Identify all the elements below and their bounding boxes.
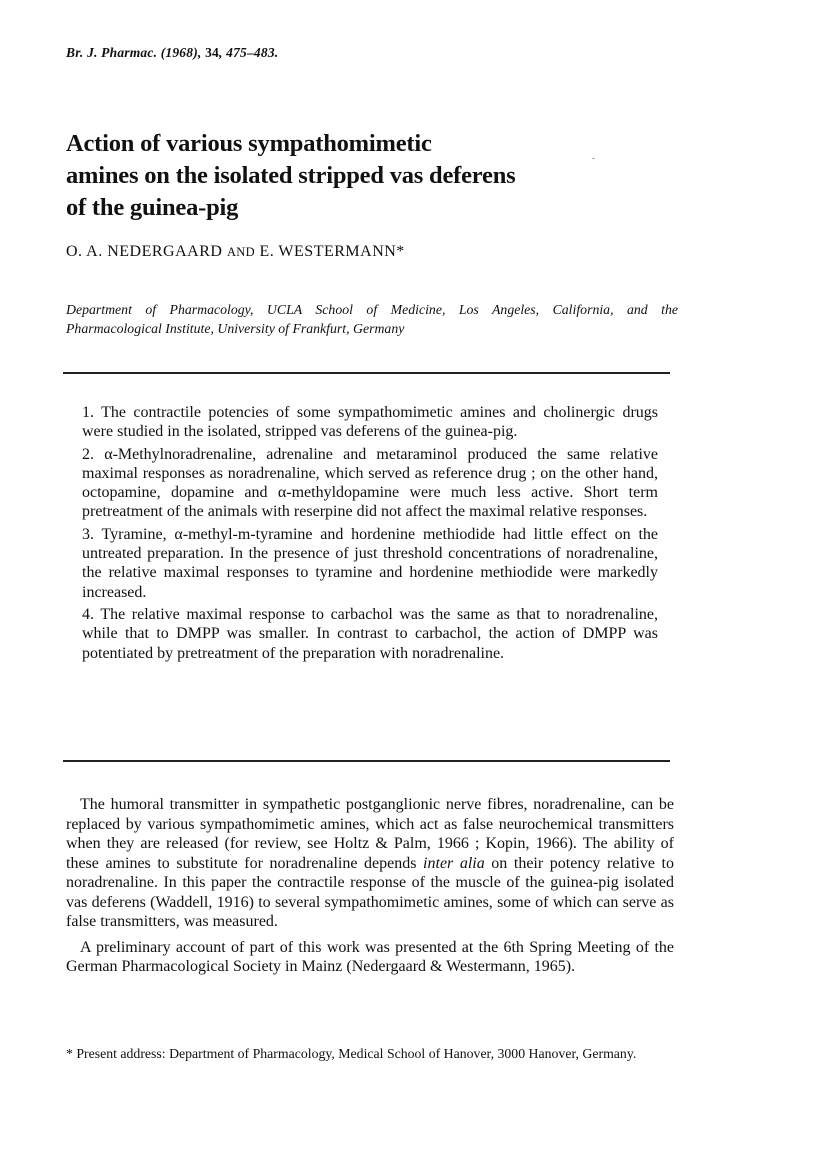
author-conjunction: AND (226, 245, 255, 259)
article-title (66, 128, 626, 224)
affiliation-line-2: Pharmacological Institute, University of Frankfurt, Germany (66, 321, 405, 336)
title-line-2: amines on the isolated stripped vas deferens (66, 162, 516, 189)
affiliation-line-1: Department of Pharmacology, UCLA School of Medicine, Los Angeles, California, and the (66, 302, 678, 317)
journal-year: (1968), (157, 45, 206, 60)
journal-citation (66, 45, 278, 61)
body-p1-part-a: The humoral transmitter in sympathetic postganglionic nerve fibres, noradrenaline, can be replaced by various sympathomimetic amines, which act as false neurochemical transmitters when they are released (for review, see Holtz & Palm, 1966 ; Kopin, 1966). The ability of these amines to substitute for noradrenaline depends (66, 796, 674, 872)
journal-pages: , 475–483. (218, 45, 279, 60)
abstract-point-4: 4. The relative maximal response to carbachol was the same as that to noradrenaline, while that to DMPP was smaller. In contrast to carbachol, the action of DMPP was potentiated by pretreatment of the preparation with noradrenaline. (82, 605, 658, 662)
title-line-3: of the guinea-pig (66, 194, 239, 221)
abstract-point-2: 2. α-Methylnoradrenaline, adrenaline and metaraminol produced the same relative maximal responses as noradrenaline, which served as reference drug ; on the other hand, octopamine, dopamine and α-methyldopamine were much less active. Short term pretreatment of the animals with reserpine did not affect the maximal relative responses. (82, 445, 658, 521)
body-paragraph-2: A preliminary account of part of this work was presented at the 6th Spring Meeting of the German Pharmacological Society in Mainz (Nedergaard & Westermann, 1965). (66, 938, 674, 975)
abstract-point-1: 1. The contractile potencies of some sympathomimetic amines and cholinergic drugs were studied in the isolated, stripped vas deferens of the guinea-pig. (82, 404, 658, 441)
affiliation (66, 300, 678, 338)
body-p1-italic: inter alia (423, 854, 485, 872)
author-first: O. A. NEDERGAARD (66, 243, 223, 260)
title-line-1: Action of various sympathomimetic (66, 130, 432, 157)
footnote: * Present address: Department of Pharmacology, Medical School of Hanover, 3000 Hanover, Germany. (66, 1046, 637, 1061)
journal-abbrev: Br. J. Pharmac. (66, 45, 158, 60)
body-paragraph-1 (66, 795, 674, 932)
abstract-bottom-rule (63, 760, 670, 762)
body-p1-part-b: on their potency relative to noradrenaline. In this paper the contractile response of the muscle of the guinea-pig isolated vas deferens (Waddell, 1916) to several sympathomimetic amines, some of which can serve as false transmitters, was measured. (66, 854, 674, 930)
scan-speck (592, 158, 595, 159)
abstract (82, 403, 658, 666)
abstract-point-3: 3. Tyramine, α-methyl-m-tyramine and hordenine methiodide had little effect on the untreated preparation. In the presence of just threshold concentrations of noradrenaline, the relative maximal responses to tyramine and hordenine methiodide were markedly increased. (82, 525, 658, 601)
author-second: E. WESTERMANN* (259, 243, 405, 260)
authors (66, 243, 405, 261)
body-text (66, 795, 674, 983)
abstract-top-rule (63, 372, 670, 374)
journal-volume: 34 (205, 45, 219, 60)
